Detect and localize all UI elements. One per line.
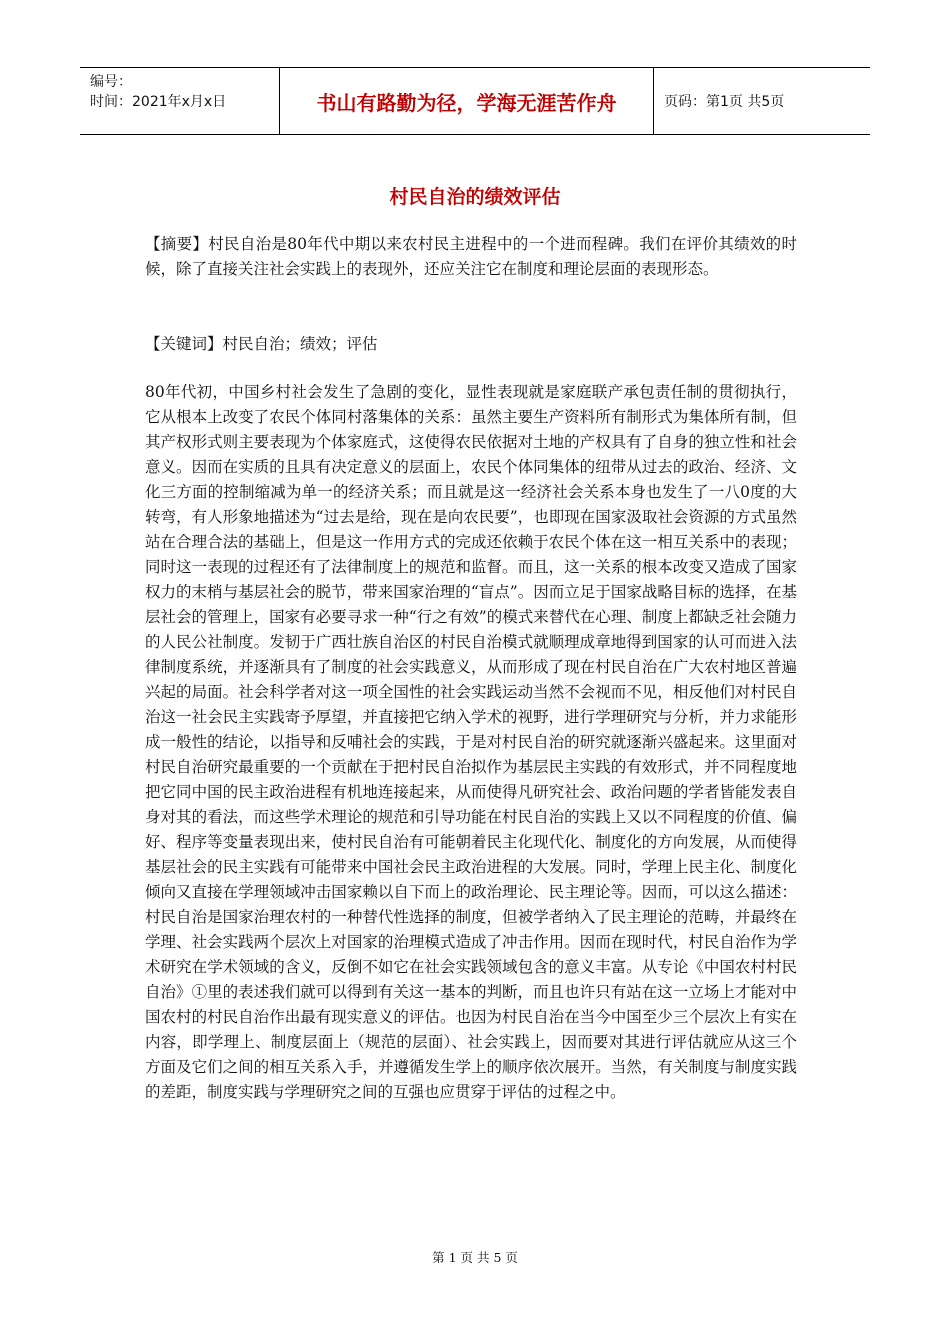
- document-header: [80, 67, 870, 135]
- page-footer: 第 1 页 共 5 页: [432, 1250, 518, 1265]
- keywords-paragraph: 【关键词】村民自治；绩效；评估: [145, 335, 378, 353]
- document-title: 村民自治的绩效评估: [389, 186, 561, 208]
- header-page-info: 页码：第1页 共5页: [664, 94, 785, 110]
- abstract-paragraph: 【摘要】村民自治是80年代中期以来农村民主进程中的一个进而程碑。我们在评价其绩效的时候，除了直接关注社会实践上的表现外，还应关注它在制度和理论层面的表现形态。: [145, 235, 797, 278]
- number-label: 编号：: [90, 74, 132, 90]
- body-paragraph: 80年代初，中国乡村社会发生了急剧的变化，显性表现就是家庭联产承包责任制的贯彻执行，它从根本上改变了农民个体同村落集体的关系：虽然主要生产资料所有制形式为集体所有制，但其产权形式则主要表现为个体家庭式，这使得农民依据对土地的产权具有了自身的独立性和社会意义。因而在实质的且具有决定意义的层面上，农民个体同集体的纽带从过去的政治、经济、文化三方面的控制缩减为单一的经济关系；而且就是这一经济社会关系本身也发生了一八0度的大转弯，有人形象地描述为“过去是给，现在是向农民要”，也即现在国家汲取社会资源的方式虽然站在合理合法的基础上，但是这一作用方式的完成还依赖于农民个体在这一相互关系中的表现；同时这一表现的过程还有了法律制度上的规范和监督。而且，这一关系的根本改变又造成了国家权力的末梢与基层社会的脱节，带来国家治理的“盲点”。因而立足于国家战略目标的选择，在基层社会的管理上，国家有必要寻求一种“行之有效”的模式来替代在心理、制度上都缺乏社会随力的人民公社制度。发韧于广西壮族自治区的村民自治模式就顺理成章地得到国家的认可而进入法律制度系统，并逐渐具有了制度的社会实践意义，从而形成了现在村民自治在广大农村地区普遍兴起的局面。社会科学者对这一项全国性的社会实践运动当然不会视而不见，相反他们对村民自治这一社会民主实践寄予厚望，并直接把它纳入学术的视野，进行学理研究与分析，并力求能形成一般性的结论，以指导和反哺社会的实践，于是对村民自治的研究就逐渐兴盛起来。这里面对村民自治研究最重要的一个贡献在于把村民自治拟作为基层民主实践的有效形式，并不同程度地把它同中国的民主政治进程有机地连接起来，从而使得凡研究社会、政治问题的学者皆能发表自身对其的看法，而这些学术理论的规范和引导功能在村民自治的实践上又以不同程度的价值、偏好、程序等变量表现出来，使村民自治有可能朝着民主化现代化、制度化的方向发展，从而使得基层社会的民主实践有可能带来中国社会民主政治进程的大发展。同时，学理上民主化、制度化倾向又直接在学理领域冲击国家赖以自下而上的政治理论、民主理论等。因而，可以这么描述：村民自治是国家治理农村的一种替代性选择的制度，但被学者纳入了民主理论的范畴，并最终在学理、社会实践两个层次上对国家的治理模式造成了冲击作用。因而在现时代，村民自治作为学术研究在学术领域的含义，反倒不如它在社会实践领域包含的意义丰富。从专论《中国农村村民自治》①里的表述我们就可以得到有关这一基本的判断，而且也许只有站在这一立场上才能对中国农村的村民自治作出最有现实意义的评估。也因为村民自治在当今中国至少三个层次上有实在内容，即学理上、制度层面上（规范的层面）、社会实践上，因而要对其进行评估就应从这三个方面及它们之间的相互关系入手，并遵循发生学上的顺序依次展开。当然，有关制度与制度实践的差距，制度实践与学理研究之间的互强也应贯穿于评估的过程之中。: [145, 383, 797, 1101]
- time-label: 时间：2021年x月x日: [90, 94, 227, 110]
- header-meta-cell: [80, 68, 280, 134]
- header-motto: 书山有路勤为径，学海无涯苦作舟: [280, 68, 654, 134]
